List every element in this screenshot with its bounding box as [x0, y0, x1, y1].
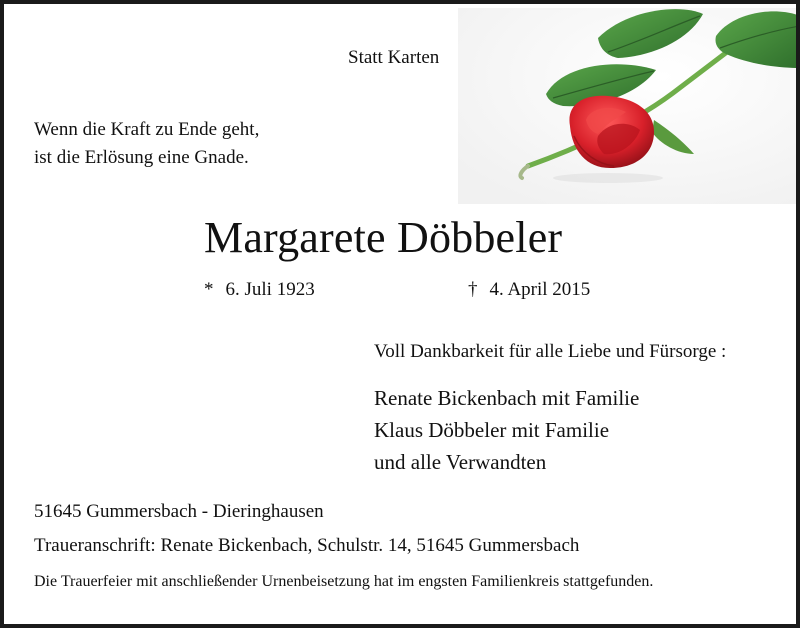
memorial-quote [34, 116, 259, 172]
mourner-entry: und alle Verwandten [374, 450, 547, 474]
mourners-list [374, 382, 639, 478]
quote-line: Wenn die Kraft zu Ende geht, [34, 119, 260, 140]
statt-karten-heading: Statt Karten [348, 47, 440, 68]
quote-line: ist die Erlösung eine Gnade. [34, 147, 249, 168]
gratitude-intro: Voll Dankbarkeit für alle Liebe und Fürsorge : [374, 341, 727, 362]
birth-date-line [204, 280, 315, 299]
mourner-entry: Klaus Döbbeler mit Familie [374, 418, 610, 442]
birth-star-icon: * [204, 279, 214, 300]
place-line: 51645 Gummersbach - Dieringhausen [34, 501, 324, 522]
ceremony-note: Die Trauerfeier mit anschließender Urnenbeisetzung hat im engsten Familienkreis stattgefunden. [34, 573, 654, 590]
birth-date: 6. Juli 1923 [225, 279, 315, 300]
rose-image [458, 8, 800, 204]
death-date-line [468, 280, 590, 299]
death-date: 4. April 2015 [489, 279, 591, 300]
mourner-entry: Renate Bickenbach mit Familie [374, 386, 640, 410]
deceased-name: Margarete Döbbeler [204, 213, 563, 262]
death-cross-icon: † [468, 279, 478, 300]
mourning-address: Traueranschrift: Renate Bickenbach, Schulstr. 14, 51645 Gummersbach [34, 535, 580, 556]
